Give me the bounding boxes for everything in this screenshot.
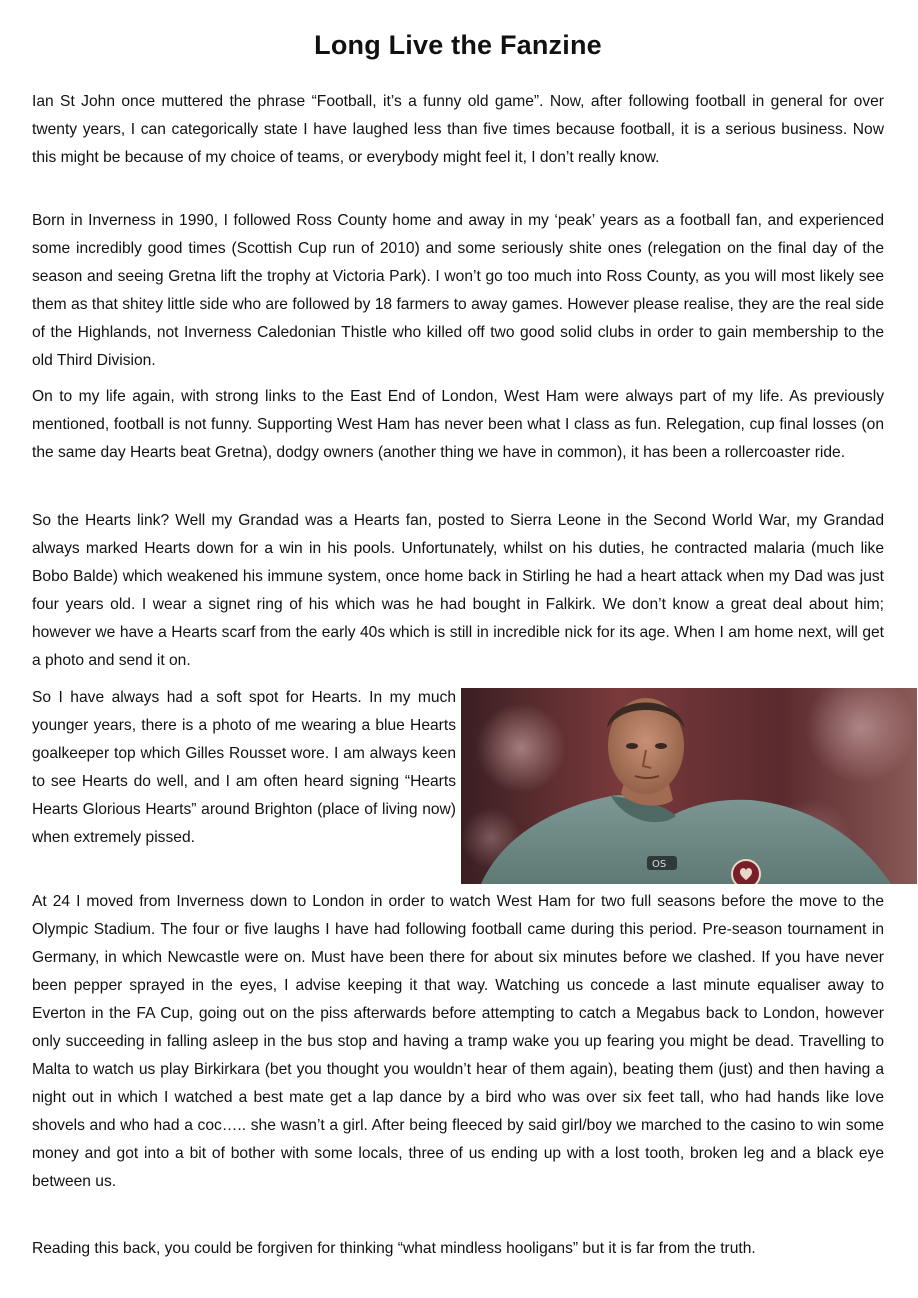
hearts-crest-icon xyxy=(732,860,760,884)
brand-logo-icon xyxy=(647,856,677,870)
paragraph-intro: Ian St John once muttered the phrase “Football, it’s a funny old game”. Now, after following football in general for over twenty years, I can categorically state I have laughed less than five times because football, it is a serious business. Now this might be because of my choice of teams, or everybody might feel it, I don’t really know. xyxy=(32,93,884,166)
paragraph-west-ham: On to my life again, with strong links to the East End of London, West Ham were always part of my life. As previously mentioned, football is not funny. Supporting West Ham has never been what I class as fun. Relegation, cup final losses (on the same day Hearts beat Gretna), dodgy owners (another thing we have in common), it has been a rollercoaster ride. xyxy=(32,388,884,461)
paragraph-london: At 24 I moved from Inverness down to London in order to watch West Ham for two full seasons before the move to the Olympic Stadium. The four or five laughs I have had following football came during this period. Pre-season tournament in Germany, in which Newcastle were on. Must have been there for about six minutes before we clashed. If you have never been pepper sprayed in the eyes, I advise keeping it that way. Watching us concede a last minute equaliser away to Everton in the FA Cup, going out on the piss afterwards before attempting to catch a Megabus back to London, however only succeeding in falling asleep in the bus stop and having a tramp wake you up fearing you might be dead. Travelling to Malta to watch us play Birkirkara (bet you thought you wouldn’t hear of them again), beating them (just) and then having a night out in which I watched a best mate get a lap dance by a bird who was over six feet tall, who had hands like love shovels and who had a coc….. she wasn’t a girl. After being fleeced by said girl/boy we marched to the casino to win some money and got into a bit of bother with some locals, three of us ending up with a lost tooth, broken leg and a black eye between us. xyxy=(32,893,884,1190)
svg-text:OS: OS xyxy=(652,859,667,870)
paragraph-soft-spot: So I have always had a soft spot for Hearts. In my much younger years, there is a photo of me wearing a blue Hearts goalkeeper top which Gilles Rousset wore. I am always keen to see Hearts do well, and I am often heard signing “Hearts Hearts Glorious Hearts” around Brighton (place of living now) when extremely pissed. xyxy=(32,689,456,846)
paragraph-closing: Reading this back, you could be forgiven for thinking “what mindless hooligans” but it is far from the truth. xyxy=(32,1240,756,1257)
paragraph-hearts-link: So the Hearts link? Well my Grandad was a Hearts fan, posted to Sierra Leone in the Second World War, my Grandad always marked Hearts down for a win in his pools. Unfortunately, whilst on his duties, he contracted malaria (much like Bobo Balde) which weakened his immune system, once home back in Stirling he had a heart attack when my Dad was just four years old. I wear a signet ring of his which was he had bought in Falkirk. We don’t know a great deal about him; however we have a Hearts scarf from the early 40s which is still in incredible nick for its age. When I am home next, will get a photo and send it on. xyxy=(32,512,884,669)
paragraph-ross-county: Born in Inverness in 1990, I followed Ross County home and away in my ‘peak’ years as a football fan, and experienced some incredibly good times (Scottish Cup run of 2010) and some seriously shite ones (relegation on the final day of the season and seeing Gretna lift the trophy at Victoria Park). I won’t go too much into Ross County, as you will most likely see them as that shitey little side who are followed by 18 farmers to away games. However please realise, they are the real side of the Highlands, not Inverness Caledonian Thistle who killed off two good solid clubs in order to gain membership to the old Third Division. xyxy=(32,212,884,369)
goalkeeper-photo xyxy=(461,688,917,884)
article-title: Long Live the Fanzine xyxy=(314,30,602,60)
